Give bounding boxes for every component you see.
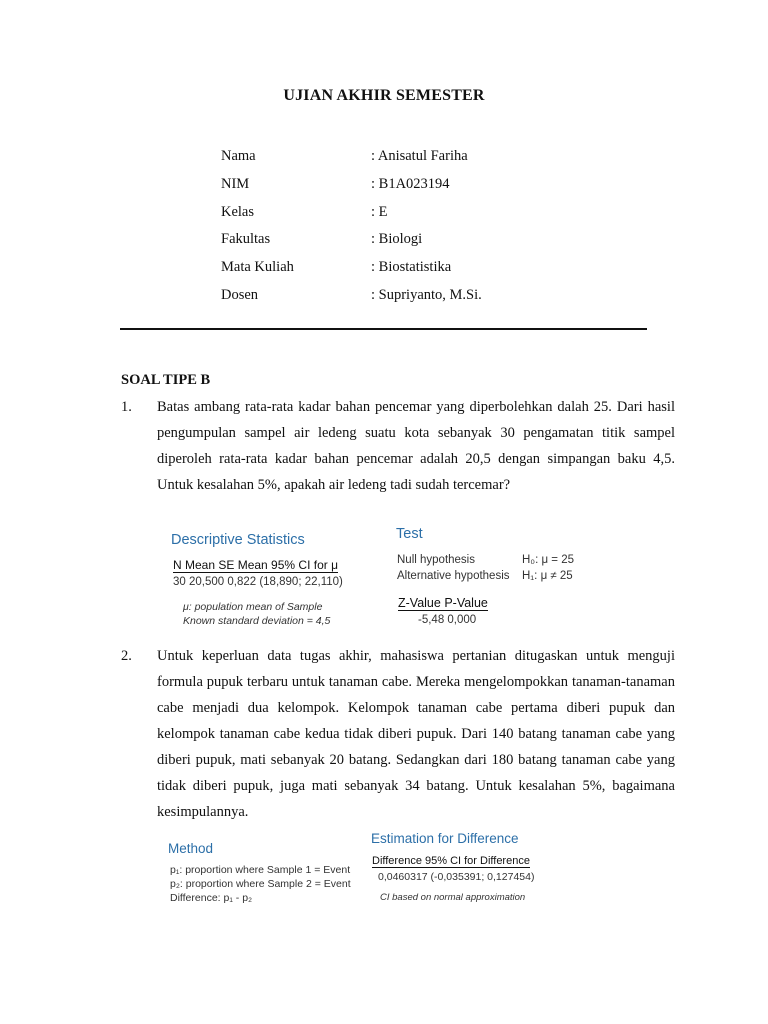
header-divider <box>120 328 647 330</box>
estimation-row: 0,0460317 (-0,035391; 0,127454) <box>378 871 535 883</box>
method-line: p₁: proportion where Sample 1 = Event <box>170 864 351 876</box>
info-value: : Biologi <box>371 231 423 248</box>
info-value: : B1A023194 <box>371 175 450 192</box>
test-heading: Test <box>396 526 423 542</box>
info-key: Dosen <box>221 286 259 303</box>
alternative-hypothesis-value: H₁: μ ≠ 25 <box>522 570 573 582</box>
z-value-row: -5,48 0,000 <box>418 614 477 626</box>
null-hypothesis-value: H₀: μ = 25 <box>522 554 574 566</box>
method-heading: Method <box>168 841 214 856</box>
page-title: UJIAN AKHIR SEMESTER <box>283 87 485 104</box>
question-text: Batas ambang rata-rata kadar bahan pencemar yang diperbolehkan dalah 25. Dari hasil pengumpulan sampel air ledeng suatu kota sebanyak 30 pengamatan titik sampel diperoleh rata-rata kadar bahan pencemar adalah 20,5 dengan simpangan baku 4,5. Untuk kesalahan 5%, apakah air ledeng tadi sudah tercemar? <box>157 399 675 493</box>
estimation-note: CI based on normal approximation <box>380 892 526 903</box>
method-line: p₂: proportion where Sample 2 = Event <box>170 878 351 890</box>
info-key: Nama <box>221 148 256 164</box>
null-hypothesis-label: Null hypothesis <box>397 554 475 566</box>
descriptive-statistics-heading: Descriptive Statistics <box>171 532 305 548</box>
estimation-header: Difference 95% CI for Difference <box>372 855 530 867</box>
info-value: : E <box>371 203 388 220</box>
question-number: 2. <box>121 648 132 664</box>
info-key: Kelas <box>221 203 255 220</box>
question-1 <box>121 394 675 498</box>
info-key: Fakultas <box>221 231 271 248</box>
info-row-fakultas <box>221 231 482 259</box>
descriptive-statistics-note: μ: population mean of Sample <box>183 601 323 613</box>
method-line: Difference: p₁ - p₂ <box>170 892 253 904</box>
descriptive-statistics-row: 30 20,500 0,822 (18,890; 22,110) <box>173 576 343 588</box>
z-value-header: Z-Value P-Value <box>398 596 488 610</box>
info-row-nama <box>221 148 482 176</box>
question-text: Untuk keperluan data tugas akhir, mahasiswa pertanian ditugaskan untuk menguji formula pupuk terbaru untuk tanaman cabe. Mereka mengelompokkan tanaman-tanaman cabe menjadi dua kelompok. Kelompok tanaman cabe pertama diberi pupuk dan kelompok tanaman cabe kedua tidak diberi pupuk. Dari 140 batang tanaman cabe yang diberi pupuk, mati sebanyak 20 batang. Sedangkan dari 180 batang tanaman cabe yang tidak diberi pupuk, juga mati sebanyak 34 batang. Untuk kesalahan 5%, bagaimana kesimpulannya. <box>157 648 675 820</box>
info-value: : Anisatul Fariha <box>371 148 468 164</box>
estimation-heading: Estimation for Difference <box>371 831 519 846</box>
question-number: 1. <box>121 399 132 415</box>
info-value: : Biostatistika <box>371 259 452 276</box>
question-2 <box>121 643 675 825</box>
info-key: Mata Kuliah <box>221 259 294 276</box>
student-info-table <box>221 148 482 315</box>
descriptive-statistics-header: N Mean SE Mean 95% CI for μ <box>173 558 338 572</box>
info-row-mata-kuliah <box>221 259 482 287</box>
section-title: SOAL TIPE B <box>121 372 211 388</box>
info-row-nim <box>221 176 482 204</box>
alternative-hypothesis-label: Alternative hypothesis <box>397 570 510 582</box>
info-row-kelas <box>221 204 482 232</box>
descriptive-statistics-note: Known standard deviation = 4,5 <box>183 615 331 627</box>
info-value: : Supriyanto, M.Si. <box>371 286 482 303</box>
info-key: NIM <box>221 175 250 192</box>
info-row-dosen <box>221 287 482 315</box>
